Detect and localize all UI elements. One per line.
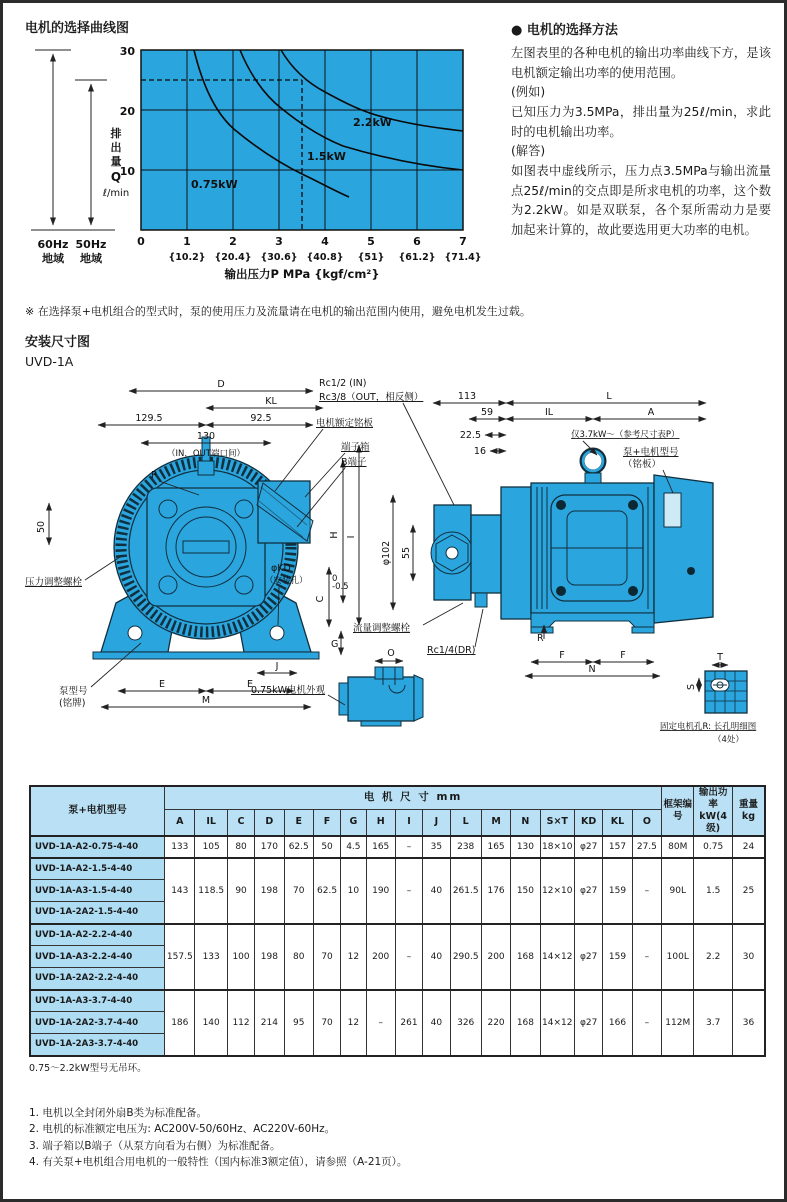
x-tick: 4 [321,235,329,248]
dim-inout-note: （IN，OUT端口间） [167,449,245,459]
weight-cell: 30 [732,924,765,990]
y-label-q: Q [110,170,122,184]
dim-22-5: 22.5 [459,430,481,441]
selection-method-section [511,19,771,241]
table-cell: – [395,836,422,858]
model-cell: UVD-1A-2A2-2.2-4-40 [30,968,165,990]
dim-col: KL [603,810,632,836]
dim-col: E [284,810,313,836]
mini-motor-label: 0.75kW电机外观 [251,685,326,696]
dim-N: N [588,664,596,675]
col-header-model: 泵+电机型号 [30,786,165,836]
frame-cell: 112M [662,990,694,1056]
dim-C-tol-bot: -0.5 [332,582,349,592]
frame-cell: 80M [662,836,694,858]
power-cell: 1.5 [694,858,732,924]
frame-cell: 90L [662,858,694,924]
y-label-unit: ℓ/min [102,188,130,199]
dim-col: A [165,810,195,836]
y-tick-30: 30 [119,45,135,58]
table-cell: 198 [255,924,284,990]
table-cell: 80 [284,924,313,990]
x-tick-kgf: {61.2} [398,252,436,263]
dim-130: 130 [196,431,216,442]
dim-L: L [606,391,612,402]
table-cell: 140 [195,990,227,1056]
weight-cell: 24 [732,836,765,858]
table-cell: 50 [313,836,340,858]
table-cell: φ27 [574,858,602,924]
table-cell: 166 [603,990,632,1056]
dim-55: 55 [401,546,412,560]
table-cell: – [632,990,661,1056]
dim-mount-hole: （安装孔） [265,576,308,586]
dim-T: T [717,652,723,663]
slot-detail-caption: 固定电机孔R: 长孔明细图 [660,722,757,732]
col-header-frame: 框架编号 [662,786,694,836]
x-tick: 0 [137,235,145,248]
table-cell: 12×10 [540,858,574,924]
note-item: 3. 端子箱以B端子（从泵方向看为右侧）为标准配备。 [29,1139,281,1152]
table-cell: 165 [366,836,395,858]
table-cell: 40 [423,990,450,1056]
install-model: UVD-1A [25,353,74,369]
front-view-drawing [93,437,319,659]
slot-hole-detail [660,652,756,745]
frame-cell: 100L [662,924,694,990]
dim-I: I [346,535,357,539]
table-cell: 168 [511,924,540,990]
dim-col: L [450,810,481,836]
power-cell: 3.7 [694,990,732,1056]
dimension-table-section [29,785,766,1074]
method-example: 已知压力为3.5MPa，排出量为25ℓ/min，求此时的电机输出功率。 [511,105,771,139]
mini-motor-drawing [251,648,423,726]
weight-cell: 36 [732,990,765,1056]
dim-IL: IL [544,407,554,418]
table-cell: – [395,924,422,990]
y-tick-20: 20 [119,105,135,118]
notes-section [29,1105,769,1170]
dim-16: 16 [473,446,486,457]
y-label-char: 出 [110,141,122,154]
table-cell: 100 [227,924,254,990]
table-cell: 133 [165,836,195,858]
callout-model-nameplate: （铭板） [623,459,662,470]
table-cell: 14×12 [540,990,574,1056]
table-cell: 157 [603,836,632,858]
table-cell: 198 [255,858,284,924]
weight-cell: 25 [732,858,765,924]
usage-note: ※ 在选择泵+电机组合的型式时，泵的使用压力及流量请在电机的输出范围内使用，避免电机发生过载。 [25,305,531,318]
model-cell: UVD-1A-A2-2.2-4-40 [30,924,165,946]
table-cell: 150 [511,858,540,924]
table-cell: 220 [481,990,510,1056]
callout-rc12-in: Rc1/2 (IN) [319,378,367,389]
x-tick: 2 [229,235,237,248]
callout-b-terminal: B端子 [341,457,367,468]
table-cell: 70 [284,858,313,924]
callout-pump-motor-model: 泵+电机型号 [623,447,679,458]
install-title: 安装尺寸图 [25,335,91,350]
power-cell: 0.75 [694,836,732,858]
note-item: 4. 有关泵+电机组合用电机的一般特性（国内标准3额定值），请参照（A-21页）。 [29,1155,408,1168]
motor-selection-chart [23,42,489,284]
method-example-label: (例如) [511,85,546,100]
dim-F2: F [620,650,626,661]
slot-detail-count: （4处） [713,735,744,745]
table-cell: 326 [450,990,481,1056]
table-cell: 143 [165,858,195,924]
dim-M: M [201,695,211,706]
dim-col: I [395,810,422,836]
x-axis [137,235,481,281]
dim-E1: E [158,679,166,690]
dim-col: IL [195,810,227,836]
x-tick-kgf: {30.6} [260,252,298,263]
model-cell: UVD-1A-A3-2.2-4-40 [30,946,165,968]
dim-col: C [227,810,254,836]
table-cell: 10 [341,858,366,924]
dim-O: O [387,648,395,659]
installation-dimension-drawings [23,375,770,775]
dim-J: J [275,661,279,672]
table-cell: 70 [313,990,340,1056]
freq-50hz-label: 50Hz [75,238,107,251]
side-view-drawing [431,450,713,633]
table-cell: 80 [227,836,254,858]
model-cell: UVD-1A-2A3-3.7-4-40 [30,1034,165,1056]
y-label-char: 排 [110,127,122,140]
dim-129-5: 129.5 [135,413,163,424]
callout-only-37kw: 仅3.7kW～（参考尺寸表P） [571,430,680,440]
table-cell: 261 [395,990,422,1056]
y-tick-10: 10 [119,165,135,178]
dimension-table [29,785,766,1057]
x-axis-title: 输出压力P MPa {kgf/cm²} [224,267,380,281]
table-cell: 112 [227,990,254,1056]
dim-col: H [366,810,395,836]
table-cell: – [632,924,661,990]
method-paragraph: 左图表里的各种电机的输出功率曲线下方，是该电机额定输出功率的使用范围。 [511,46,771,80]
power-cell: 2.2 [694,924,732,990]
table-cell: 200 [366,924,395,990]
table-cell: 200 [481,924,510,990]
dim-D: D [217,379,225,390]
table-cell: 214 [255,990,284,1056]
model-cell: UVD-1A-2A2-1.5-4-40 [30,902,165,924]
x-tick-kgf: {10.2} [168,252,206,263]
table-cell: 40 [423,924,450,990]
method-answer: 如图表中虚线所示，压力点3.5MPa与输出流量点25ℓ/min的交点即是所求电机的功率，这个数为2.2kW。如是双联泵，各个泵所需动力是要加起来计算的，故此要选用更大功率的电机。 [511,164,771,238]
freq-60hz-label: 60Hz [37,238,69,251]
freq-range-arrows [31,50,115,265]
table-cell: 159 [603,858,632,924]
dim-col: N [511,810,540,836]
dim-col: J [423,810,450,836]
dim-G: G [331,639,339,650]
table-cell: 261.5 [450,858,481,924]
dim-col: F [313,810,340,836]
table-cell: 12 [341,990,366,1056]
table-cell: 170 [255,836,284,858]
curve-label-15kw: 1.5kW [307,150,346,163]
table-cell: 190 [366,858,395,924]
curve-label-075kw: 0.75kW [191,178,238,191]
motor-selection-chart-section [23,17,493,288]
table-cell: 62.5 [284,836,313,858]
x-tick-kgf: {40.8} [306,252,344,263]
dim-col: M [481,810,510,836]
callout-motor-nameplate: 电机额定铭板 [316,418,374,429]
table-cell: 18×10 [540,836,574,858]
table-cell: – [632,858,661,924]
callout-pump-model: 泵型号 [59,686,88,697]
callout-pressure-adjust-bolt: 压力调整螺栓 [25,577,83,588]
table-cell: 133 [195,924,227,990]
model-cell: UVD-1A-2A2-3.7-4-40 [30,1012,165,1034]
install-heading [25,333,90,371]
dim-col: S×T [540,810,574,836]
table-cell: 27.5 [632,836,661,858]
dim-92-5: 92.5 [250,413,272,424]
dim-50: 50 [36,520,47,534]
dim-KL: KL [265,396,277,407]
callout-pump-nameplate: (铭牌) [59,698,86,709]
dim-E2: E [246,679,254,690]
table-cell: 14×12 [540,924,574,990]
dim-59: 59 [480,407,494,418]
dim-phi102: φ102 [381,540,392,566]
dim-phiKD: φKD [271,563,291,574]
plot-area [141,50,463,230]
x-tick-kgf: {71.4} [444,252,482,263]
table-cell: 12 [341,924,366,990]
note-item: 1. 电机以全封闭外扇B类为标准配备。 [29,1107,208,1119]
x-tick: 5 [367,235,375,248]
dim-col: O [632,810,661,836]
col-header-motor-dims: 电 机 尺 寸 mm [165,786,662,810]
x-tick-kgf: {20.4} [214,252,252,263]
dim-col: D [255,810,284,836]
y-axis [103,45,136,199]
note-item: 2. 电机的标准额定电压为: AC200V-50/60Hz、AC220V-60Hz。 [29,1123,336,1136]
x-tick: 3 [275,235,283,248]
table-cell: 70 [313,924,340,990]
dim-H: H [329,531,340,539]
dim-C-tol-top: 0 [332,574,338,584]
model-cell: UVD-1A-A2-0.75-4-40 [30,836,165,858]
table-cell: φ27 [574,924,602,990]
dim-P: P [151,470,157,481]
curve-label-22kw: 2.2kW [353,116,392,129]
chart-title: 电机的选择曲线图 [25,21,130,36]
dim-R: R [537,633,544,644]
x-tick-kgf: {51} [357,252,385,263]
table-cell: 95 [284,990,313,1056]
method-answer-label: (解答) [511,144,546,159]
dim-col: G [341,810,366,836]
table-cell: 238 [450,836,481,858]
col-header-weight: 重量kg [732,786,765,836]
table-cell: – [366,990,395,1056]
dim-C: C [315,595,326,603]
model-cell: UVD-1A-A2-1.5-4-40 [30,858,165,880]
table-cell: 118.5 [195,858,227,924]
callout-flow-adjust-bolt: 流量调整螺栓 [353,623,411,634]
col-header-power: 输出功率kW(4级) [694,786,732,836]
table-cell: 105 [195,836,227,858]
freq-60hz-region: 地域 [42,252,64,265]
table-cell: 157.5 [165,924,195,990]
table-cell: 90 [227,858,254,924]
table-cell: 35 [423,836,450,858]
y-label-char: 量 [110,155,122,168]
callout-rc14-dr: Rc1/4(DR) [427,645,476,656]
table-footnote: 0.75～2.2kW型号无吊环。 [29,1062,147,1074]
table-cell: φ27 [574,990,602,1056]
table-cell: 168 [511,990,540,1056]
dim-A: A [647,407,655,418]
table-cell: 186 [165,990,195,1056]
dim-113: 113 [457,391,477,402]
table-cell: 165 [481,836,510,858]
table-cell: – [395,858,422,924]
table-cell: 159 [603,924,632,990]
x-tick: 6 [413,235,421,248]
dim-F1: F [559,650,565,661]
table-cell: 130 [511,836,540,858]
table-cell: φ27 [574,836,602,858]
dim-S: S [686,683,697,691]
model-cell: UVD-1A-A3-3.7-4-40 [30,990,165,1012]
x-tick: 1 [183,235,191,248]
model-cell: UVD-1A-A3-1.5-4-40 [30,880,165,902]
callout-rc38-out: Rc3/8（OUT，相反侧） [319,392,424,403]
method-title: ● 电机的选择方法 [511,23,618,38]
freq-50hz-region: 地域 [80,252,102,265]
table-cell: 290.5 [450,924,481,990]
callout-terminal-box: 端子箱 [341,442,370,453]
table-cell: 40 [423,858,450,924]
dim-col: KD [574,810,602,836]
table-cell: 176 [481,858,510,924]
x-tick: 7 [459,235,467,248]
table-cell: 4.5 [341,836,366,858]
table-cell: 62.5 [313,858,340,924]
